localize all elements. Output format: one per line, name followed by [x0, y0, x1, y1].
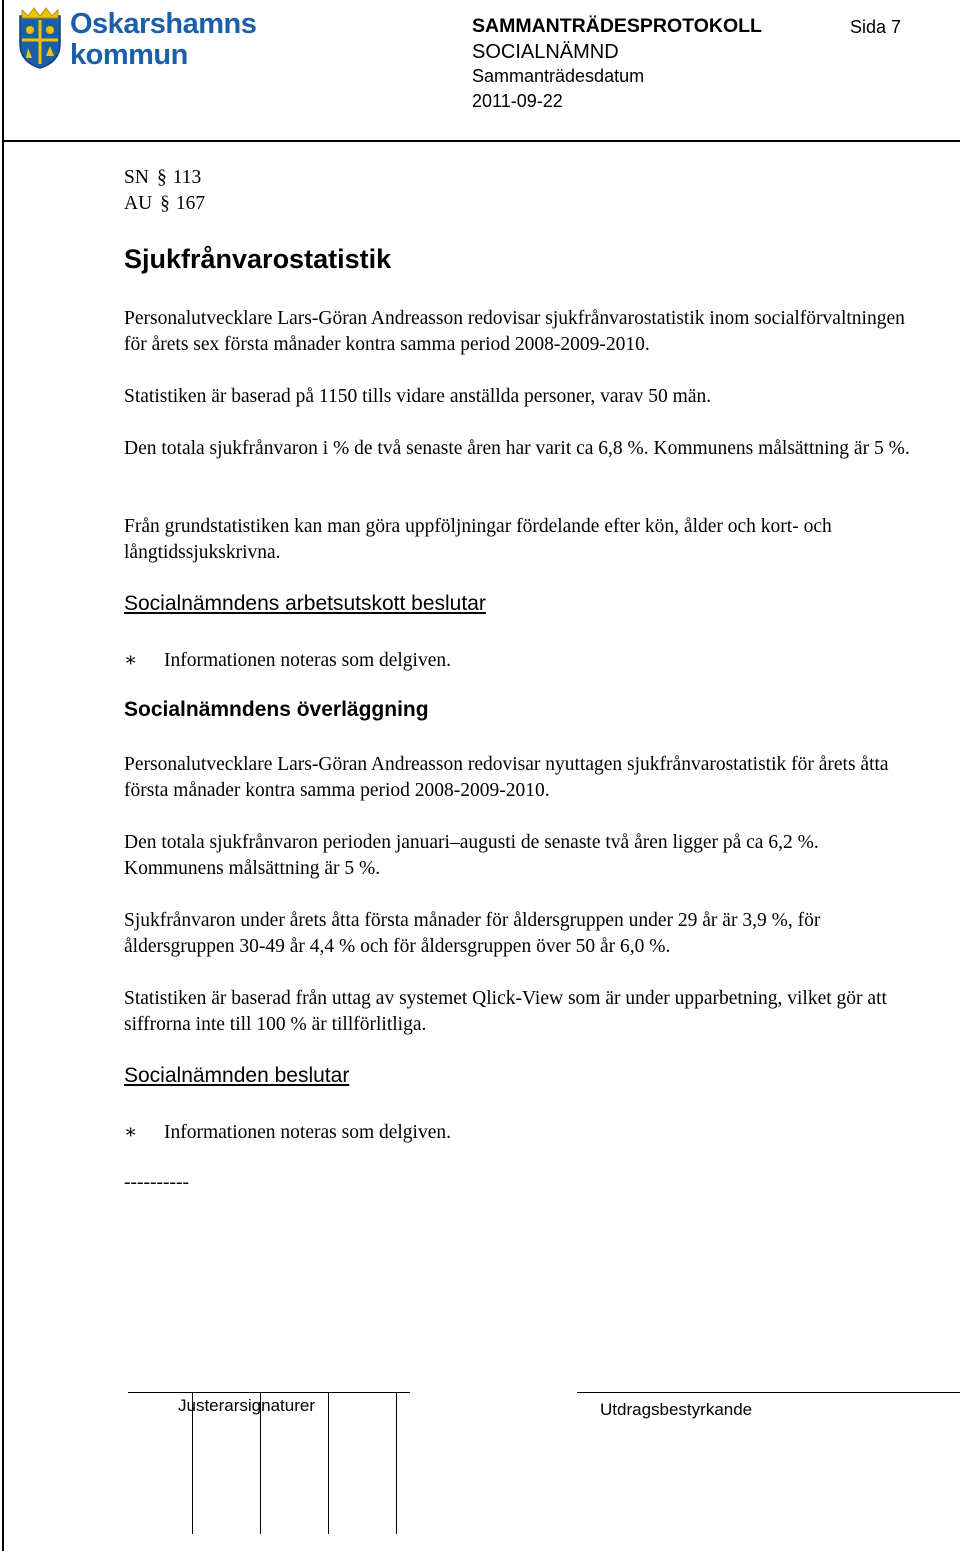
document-type: SAMMANTRÄDESPROTOKOLL [472, 15, 762, 37]
reference-number: 113 [172, 167, 202, 188]
coat-of-arms-icon [16, 6, 64, 70]
logo-text-line2: kommun [70, 39, 188, 71]
page-number: Sida 7 [850, 17, 902, 37]
committee-name: SOCIALNÄMND [472, 41, 619, 63]
reference-sn [124, 167, 201, 189]
paragraph: Statistiken är baserad från uttag av systemet Qlick-View som är under upparbetning, vilket gör att siffrorna inte till 100 % är tillförlitliga. [124, 988, 887, 1035]
reference-prefix: SN [124, 167, 149, 188]
deliberation-heading: Socialnämndens överläggning [124, 698, 429, 721]
au-decision-text: Informationen noteras som delgiven. [164, 650, 452, 671]
page-border-left [2, 0, 4, 1551]
signature-divider [396, 1392, 397, 1534]
paragraph: Den totala sjukfrånvaron perioden januari–augusti de senaste två åren ligger på ca 6,2 %. Kommunens målsättning är 5 %. [124, 832, 819, 879]
logo-text-line1: Oskarshamns [70, 8, 257, 40]
reference-au [124, 193, 205, 215]
header-divider [2, 140, 960, 142]
paragraph: Personalutvecklare Lars-Göran Andreasson redovisar nyuttagen sjukfrånvarostatistik för årets åtta första månader kontra samma period 2008-2009-2010. [124, 754, 889, 801]
section-sign-icon: § [160, 193, 170, 214]
meeting-date-label: Sammanträdesdatum [472, 66, 645, 86]
paragraph: Personalutvecklare Lars-Göran Andreasson redovisar sjukfrånvarostatistik inom socialförvaltningen för årets sex första månader kontra samma period 2008-2009-2010. [124, 308, 905, 355]
certification-table-top-border [577, 1392, 960, 1393]
asterisk-bullet-icon: ∗ [124, 650, 138, 671]
asterisk-bullet-icon: ∗ [124, 1122, 138, 1143]
meeting-date: 2011-09-22 [472, 91, 563, 111]
paragraph: Sjukfrånvaron under årets åtta första månader för åldersgruppen under 29 år är 3,9 %, för åldersgruppen 30-49 år 4,4 % och för åldersgruppen över 50 år 6,0 %. [124, 910, 821, 957]
sn-decision-text: Informationen noteras som delgiven. [164, 1122, 452, 1143]
municipality-logo [14, 4, 264, 74]
signature-table-top-border [128, 1392, 410, 1393]
end-marker: ---------- [124, 1172, 189, 1193]
paragraph: Från grundstatistiken kan man göra uppföljningar fördelande efter kön, ålder och kort- och långtidssjukskrivna. [124, 516, 832, 563]
au-decision-item [124, 648, 451, 672]
signature-divider [328, 1392, 329, 1534]
sn-decision-heading: Socialnämnden beslutar [124, 1064, 350, 1087]
paragraph: Den totala sjukfrånvaron i % de två senaste åren har varit ca 6,8 %. Kommunens målsättning är 5 %. [124, 438, 910, 459]
section-sign-icon: § [156, 167, 167, 188]
au-decision-heading: Socialnämndens arbetsutskott beslutar [124, 592, 486, 615]
signatures-label: Justerarsignaturer [178, 1396, 316, 1415]
sn-decision-item [124, 1120, 451, 1144]
document-title: Sjukfrånvarostatistik [124, 244, 392, 274]
certification-label: Utdragsbestyrkande [600, 1400, 753, 1419]
paragraph: Statistiken är baserad på 1150 tills vidare anställda personer, varav 50 män. [124, 386, 712, 407]
reference-number: 167 [175, 193, 206, 214]
reference-prefix: AU [124, 193, 153, 214]
